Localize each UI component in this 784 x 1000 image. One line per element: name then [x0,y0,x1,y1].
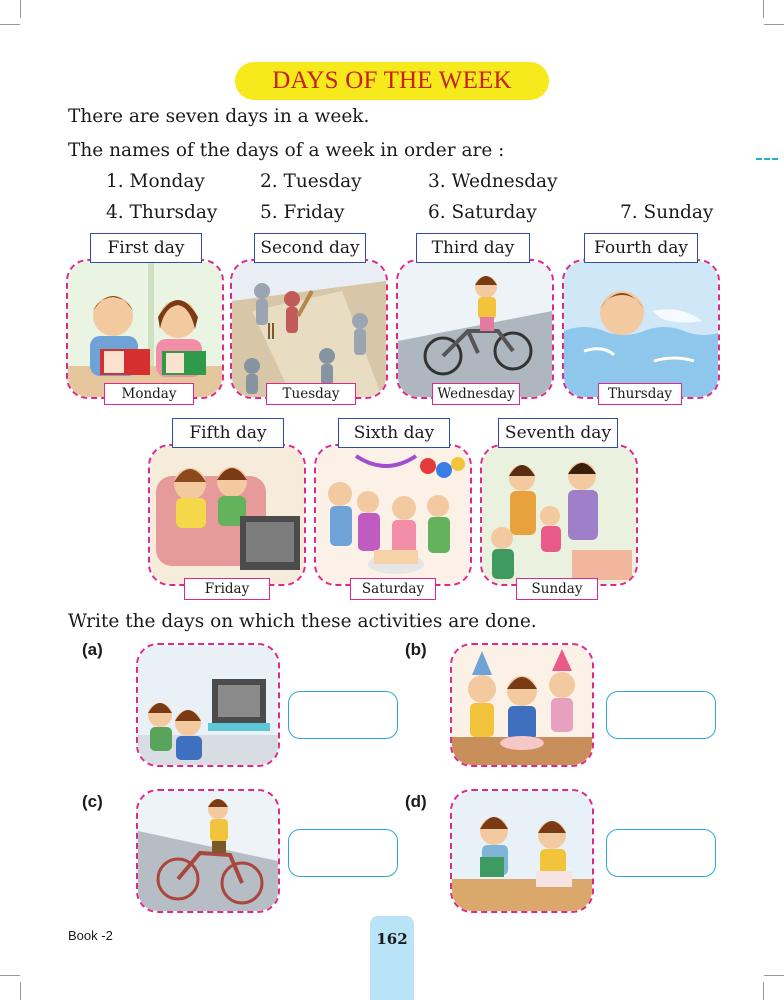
answer-box-a[interactable] [288,691,398,739]
card-day-label: Tuesday [266,383,356,405]
day-card-wednesday [396,233,554,408]
card-ordinal: Seventh day [498,418,618,448]
day-card-tuesday [230,233,388,408]
answer-box-d[interactable] [606,829,716,877]
day-list-item: 7. Sunday [620,202,714,223]
crop-mark [764,975,784,976]
crop-mark [20,982,21,1000]
bicycle-illustration [138,791,278,911]
exercise-image-a [136,643,280,767]
crop-mark [0,975,20,976]
cricket-illustration [232,261,386,397]
card-frame [562,259,720,399]
day-card-monday [66,233,224,408]
day-list-item: 3. Wednesday [428,171,558,192]
card-day-label: Saturday [350,578,436,600]
bicycle-illustration [398,261,552,397]
exercise-instruction: Write the days on which these activities are done. [68,611,537,632]
day-list-item: 4. Thursday [106,202,218,223]
question-label-d: (d) [405,792,427,811]
margin-dash [756,158,778,160]
answer-box-c[interactable] [288,829,398,877]
crop-mark [763,0,764,18]
card-day-label: Sunday [516,578,598,600]
card-frame [230,259,388,399]
card-ordinal: Fifth day [172,418,284,448]
day-list-item: 2. Tuesday [260,171,362,192]
card-ordinal: Second day [254,233,366,263]
card-frame [480,444,638,586]
intro-line-2: The names of the days of a week in order are : [68,140,505,161]
card-day-label: Wednesday [432,383,520,405]
exercise-image-b [450,643,594,767]
card-day-label: Friday [184,578,270,600]
watching-tv-illustration [138,645,278,765]
page-number: 162 [370,916,414,1000]
card-ordinal: Fourth day [584,233,698,263]
watching-tv-illustration [150,446,304,584]
reading-children-illustration [68,261,222,397]
exercise-image-d [450,789,594,913]
page-title: DAYS OF THE WEEK [235,62,549,100]
crop-mark [0,24,20,25]
card-day-label: Thursday [598,383,682,405]
day-card-thursday [562,233,720,408]
intro-line-1: There are seven days in a week. [68,106,370,127]
party-illustration [452,645,592,765]
question-label-a: (a) [82,640,103,659]
card-ordinal: Third day [416,233,530,263]
family-illustration [482,446,636,584]
day-card-friday [148,418,306,603]
crop-mark [20,0,21,18]
crop-mark [763,982,764,1000]
day-list-item: 6. Saturday [428,202,537,223]
card-day-label: Monday [104,383,194,405]
card-frame [148,444,306,586]
swimming-illustration [564,261,718,397]
card-frame [396,259,554,399]
day-card-sunday [480,418,638,603]
card-ordinal: Sixth day [338,418,450,448]
card-frame [66,259,224,399]
reading-children-illustration [452,791,592,911]
crop-mark [764,24,784,25]
party-illustration [316,446,470,584]
question-label-b: (b) [405,640,427,659]
day-card-saturday [314,418,472,603]
day-list-item: 1. Monday [106,171,205,192]
book-label: Book -2 [68,928,113,943]
question-label-c: (c) [82,792,103,811]
answer-box-b[interactable] [606,691,716,739]
card-ordinal: First day [90,233,202,263]
exercise-image-c [136,789,280,913]
card-frame [314,444,472,586]
day-list-item: 5. Friday [260,202,345,223]
